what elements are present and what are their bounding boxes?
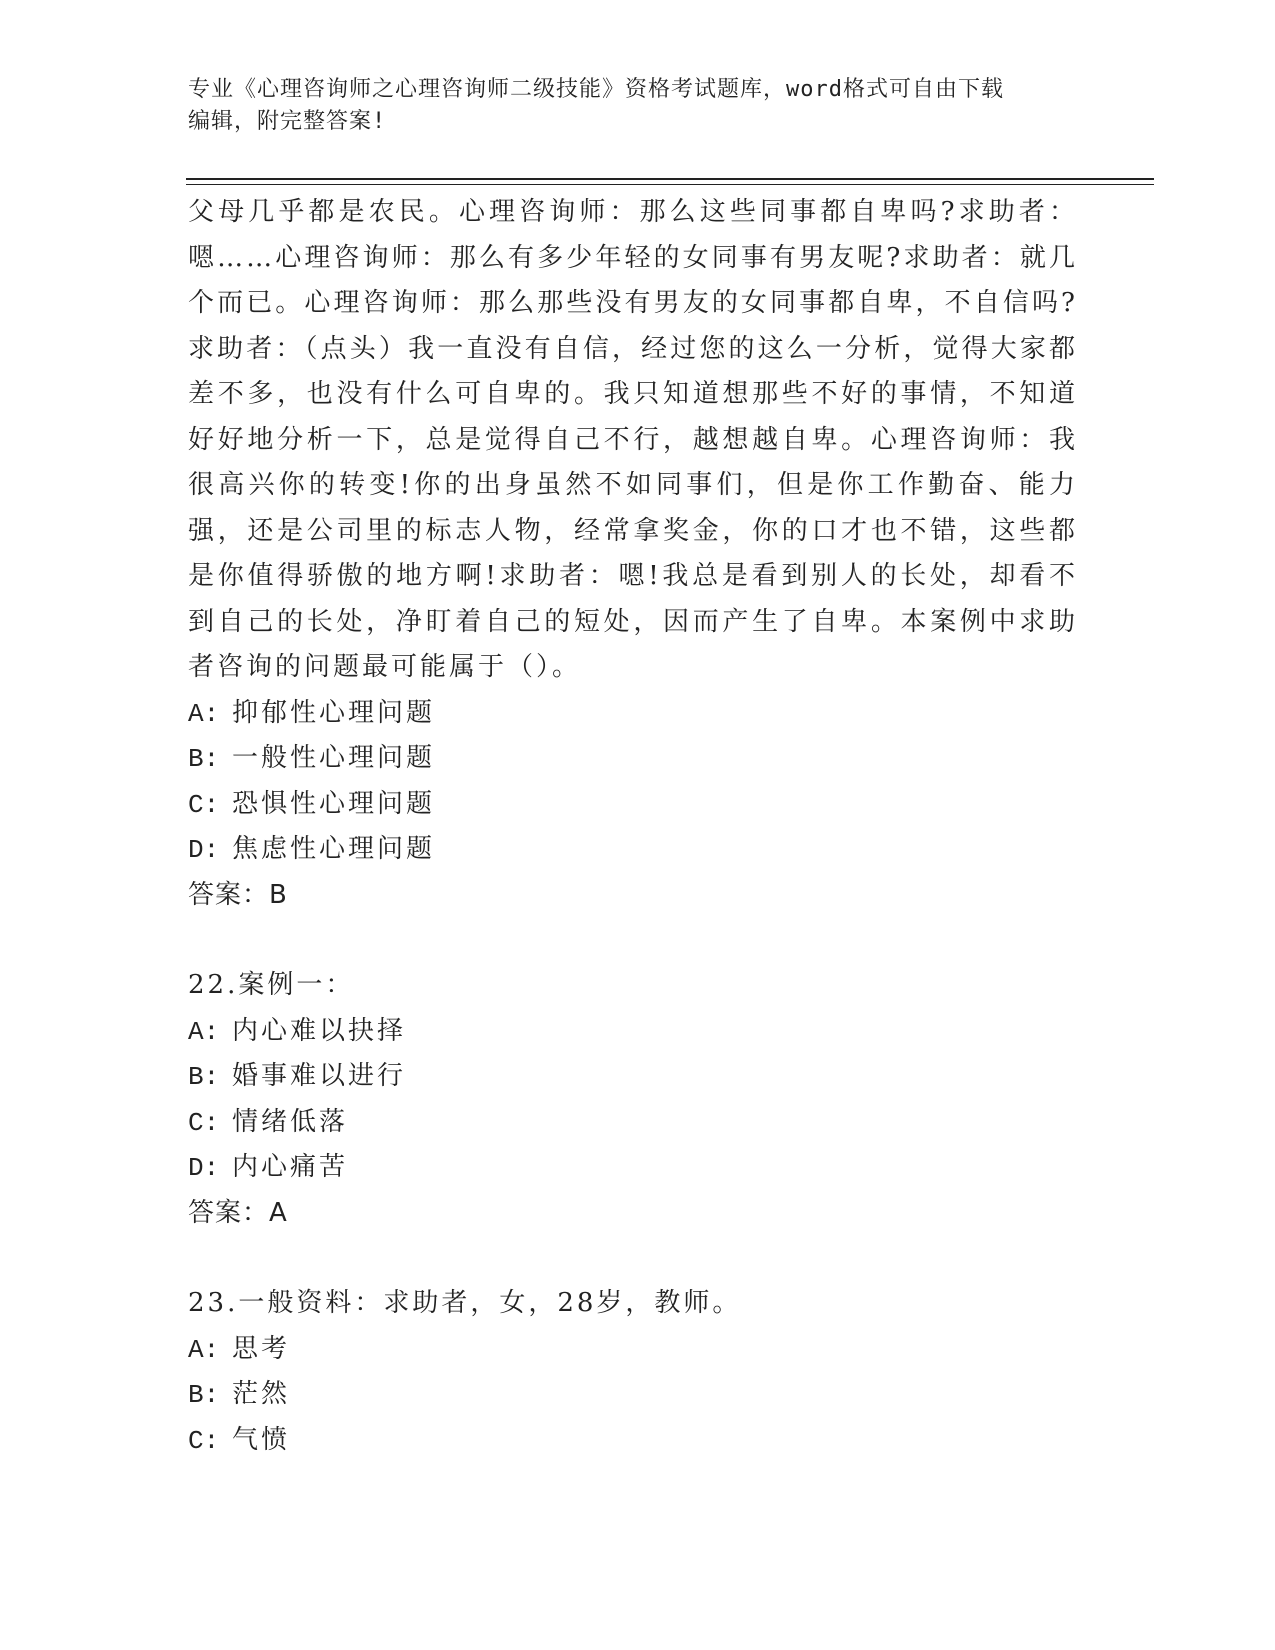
- option-text: 一般性心理问题: [232, 743, 436, 773]
- option-b: [188, 1372, 1078, 1418]
- header-title-line-2: 编辑，附完整答案!: [188, 109, 387, 134]
- option-letter: D:: [188, 1153, 220, 1183]
- document-body: [188, 190, 1078, 1463]
- option-c: [188, 1418, 1078, 1464]
- option-c: [188, 1100, 1078, 1146]
- option-d: [188, 827, 1078, 873]
- question-23-title: 23.一般资料：求助者，女，28岁，教师。: [188, 1288, 742, 1318]
- option-letter: B:: [188, 1062, 220, 1092]
- header-divider-thin: [186, 184, 1154, 185]
- option-text: 内心难以抉择: [232, 1015, 407, 1046]
- option-letter: C:: [188, 789, 220, 820]
- option-letter: C:: [188, 1425, 220, 1456]
- option-d: [188, 1145, 1078, 1191]
- option-letter: A:: [188, 1334, 220, 1365]
- spacer: [188, 1236, 1078, 1281]
- question-21-passage: 父母几乎都是农民。心理咨询师：那么这些同事都自卑吗?求助者：嗯……心理咨询师：那么有多少年轻的女同事有男友呢?求助者：就几个而已。心理咨询师：那么那些没有男友的女同事都自卑，不自信吗?求助者：（点头）我一直没有自信，经过您的这么一分析，觉得大家都差不多，也没有什么可自卑的。我只知道想那些不好的事情，不知道好好地分析一下，总是觉得自己不行，越想越自卑。心理咨询师：我很高兴你的转变!你的出身虽然不如同事们，但是你工作勤奋、能力强，还是公司里的标志人物，经常拿奖金，你的口才也不错，这些都是你值得骄傲的地方啊!求助者：嗯!我总是看到别人的长处，却看不到自己的长处，净盯着自己的短处，因而产生了自卑。本案例中求助者咨询的问题最可能属于（）。: [188, 197, 1078, 682]
- option-text: 情绪低落: [232, 1106, 349, 1137]
- option-letter: A:: [188, 1016, 220, 1047]
- question-21-options: [188, 691, 1078, 873]
- option-letter: A:: [188, 698, 220, 729]
- question-22-options: [188, 1009, 1078, 1191]
- option-b: [188, 1054, 1078, 1100]
- question-22-answer: 答案：A: [188, 1197, 288, 1228]
- header-title-line-1: 专业《心理咨询师之心理咨询师二级技能》资格考试题库，word格式可自由下载: [188, 77, 1004, 102]
- option-letter: B:: [188, 1380, 220, 1410]
- option-text: 抑郁性心理问题: [232, 697, 436, 728]
- option-a: [188, 691, 1078, 737]
- document-header: [188, 74, 1068, 138]
- header-divider-thick: [186, 178, 1154, 180]
- question-22-title: 22.案例一：: [188, 970, 355, 1000]
- option-text: 婚事难以进行: [232, 1061, 407, 1091]
- question-21-answer: 答案：B: [188, 879, 288, 910]
- option-b: [188, 736, 1078, 782]
- option-letter: D:: [188, 835, 220, 865]
- question-23-options: [188, 1327, 1078, 1464]
- option-a: [188, 1009, 1078, 1055]
- option-text: 焦虑性心理问题: [232, 834, 436, 864]
- option-a: [188, 1327, 1078, 1373]
- option-text: 思考: [232, 1333, 291, 1364]
- option-letter: B:: [188, 744, 220, 774]
- option-text: 茫然: [232, 1379, 291, 1409]
- option-text: 内心痛苦: [232, 1152, 349, 1182]
- option-letter: C:: [188, 1107, 220, 1138]
- option-text: 气愤: [232, 1424, 291, 1455]
- option-c: [188, 782, 1078, 828]
- spacer: [188, 918, 1078, 963]
- option-text: 恐惧性心理问题: [232, 788, 436, 819]
